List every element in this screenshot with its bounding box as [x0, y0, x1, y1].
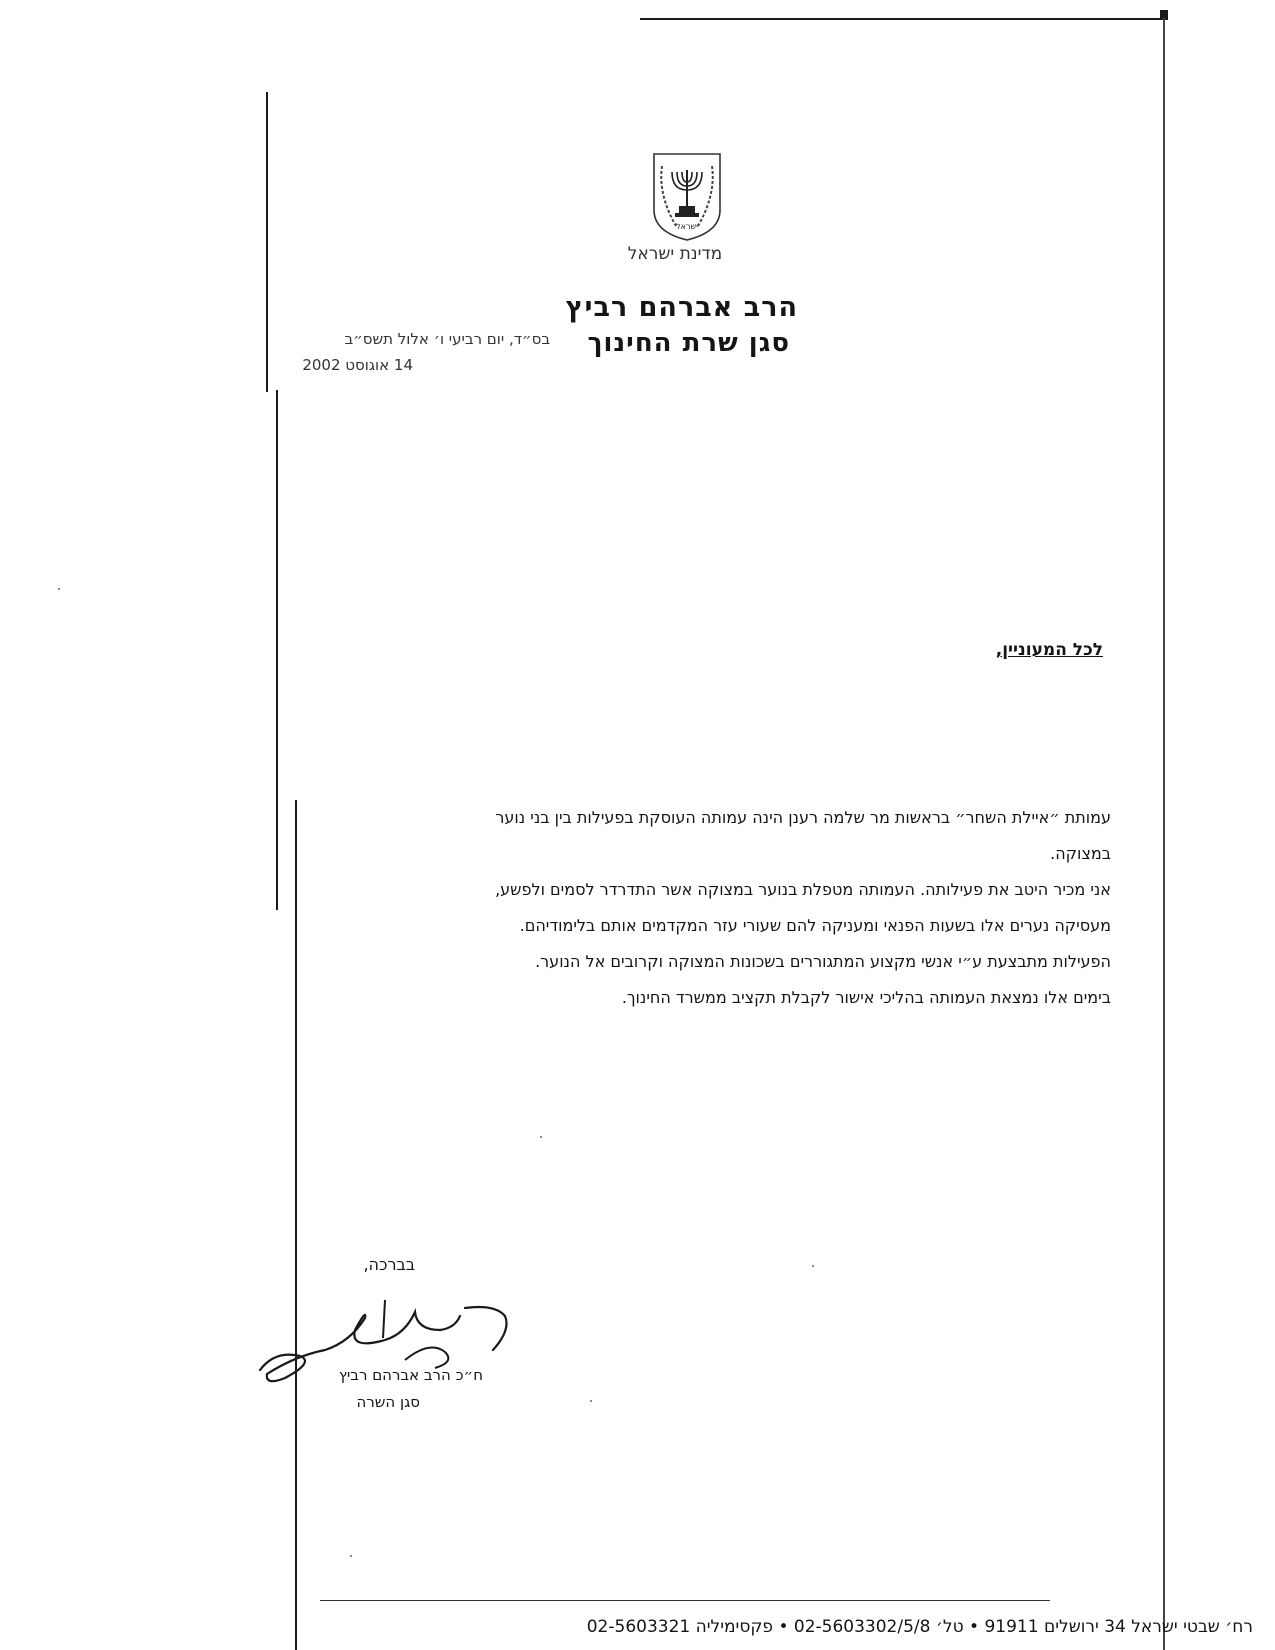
scan-edge-top: [640, 18, 1165, 20]
body-line: במצוקה.: [1050, 844, 1111, 863]
scan-speck: [350, 1555, 352, 1557]
date-hebrew: בס״ד, יום רביעי ו׳ אלול תשס״ב: [344, 330, 550, 348]
scan-speck: [540, 1136, 542, 1138]
state-emblem-icon: [648, 150, 726, 242]
emblem-label: ישראל: [676, 222, 698, 231]
body-line: אני מכיר היטב את פעילותה. העמותה מטפלת בנוער במצוקה אשר התדרדר לסמים ולפשע,: [495, 880, 1111, 899]
sender-title: סגן שרת החינוך: [587, 328, 790, 358]
scan-fold-line-main: [276, 390, 278, 910]
body-line: בימים אלו נמצאת העמותה בהליכי אישור לקבלת תקציב ממשרד החינוך.: [621, 988, 1111, 1007]
scan-fold-line-upper: [266, 92, 268, 392]
state-name: מדינת ישראל: [627, 244, 723, 264]
scan-speck: [812, 1265, 814, 1267]
sender-name: הרב אברהם רביץ: [565, 292, 798, 323]
body-line: מעסיקה נערים אלו בשעות הפנאי ומעניקה להם שעורי עזר המקדמים אותם בלימודיהם.: [519, 916, 1111, 935]
letter-body: [285, 800, 1111, 1016]
footer-divider: [320, 1600, 1050, 1601]
scan-speck: [590, 1400, 592, 1402]
signatory-title: סגן השרה: [356, 1393, 420, 1411]
scan-edge-right: [1163, 18, 1165, 1650]
salutation: לכל המעוניין,: [995, 640, 1103, 660]
closing: בברכה,: [363, 1255, 415, 1274]
footer-contact: רח׳ שבטי ישראל 34 ירושלים 91911 • טל׳ 02-5603302/5/8 • פקסימיליה 02-5603321: [586, 1617, 1253, 1637]
body-line: הפעילות מתבצעת ע״י אנשי מקצוע המתגוררים בשכונות המצוקה וקרובים אל הנוער.: [535, 952, 1111, 971]
scan-speck: [58, 588, 60, 590]
date-gregorian: 14 אוגוסט 2002: [302, 356, 413, 374]
body-line: עמותת ״איילת השחר״ בראשות מר שלמה רענן הינה עמותה העוסקת בפעילות בין בני נוער: [495, 808, 1111, 827]
signatory-name: ח״כ הרב אברהם רביץ: [338, 1366, 483, 1384]
